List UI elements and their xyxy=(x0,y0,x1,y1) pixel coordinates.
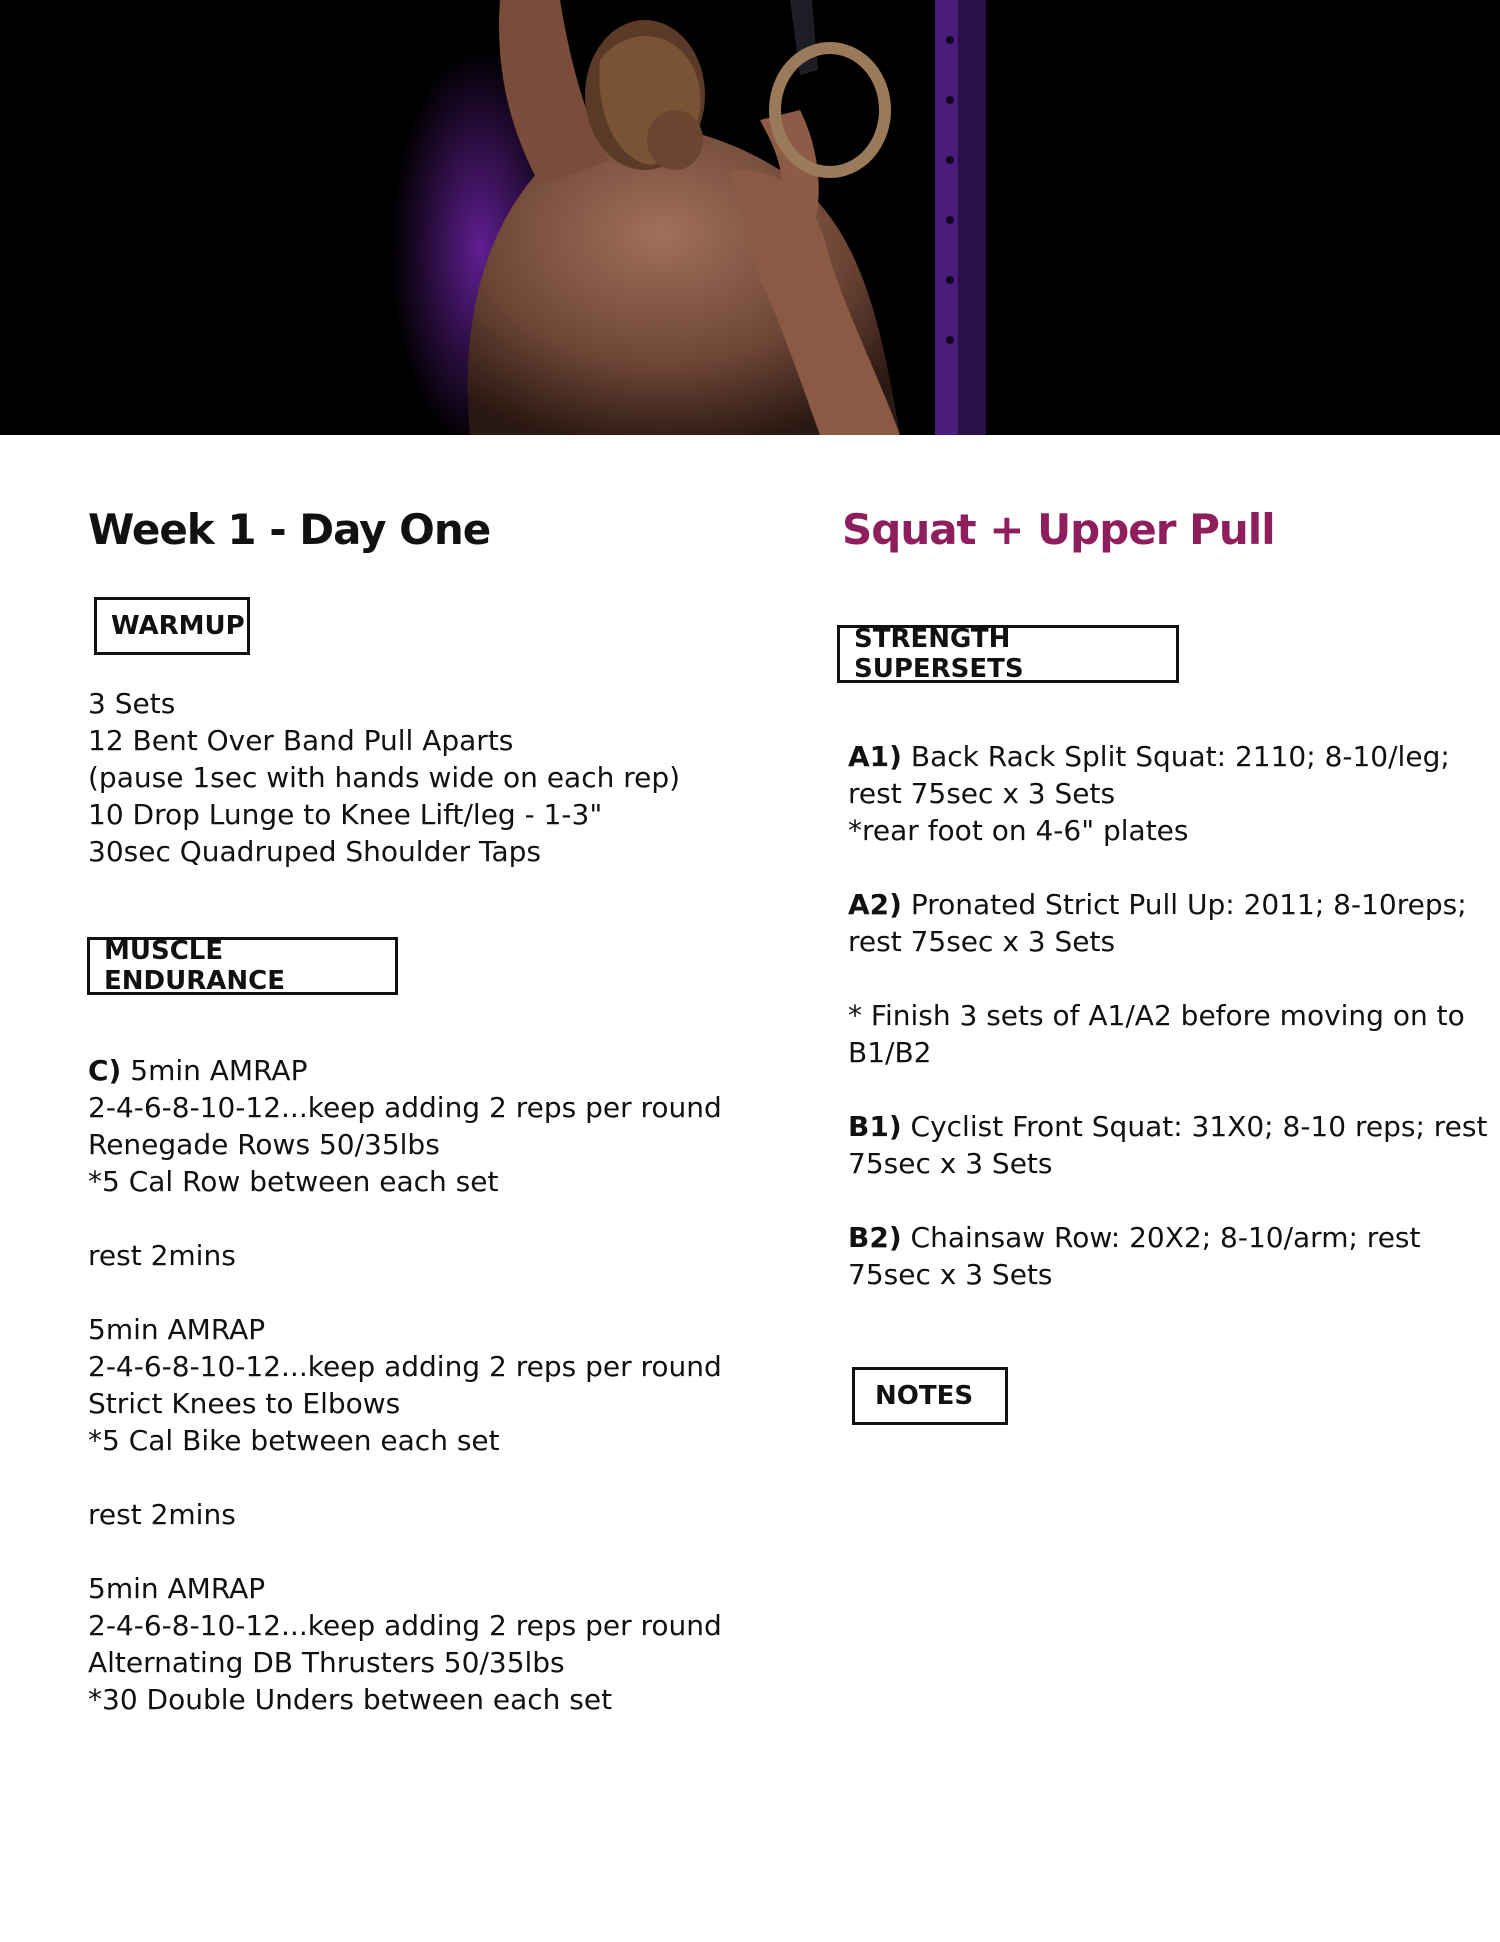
c-prefix: C) xyxy=(88,1054,122,1087)
warmup-line: 10 Drop Lunge to Knee Lift/leg - 1-3" xyxy=(88,798,603,831)
section-label-muscle-endurance xyxy=(87,937,398,995)
section-label-notes xyxy=(852,1367,1008,1425)
warmup-line: 12 Bent Over Band Pull Aparts xyxy=(88,724,514,757)
athlete-illustration xyxy=(0,0,1500,435)
endurance-line: *5 Cal Row between each set xyxy=(88,1165,499,1198)
b1-text: Cyclist Front Squat: 31X0; 8-10 reps; rest xyxy=(901,1110,1488,1143)
b1-line xyxy=(848,1108,1487,1145)
section-label-warmup xyxy=(94,597,250,655)
warmup-line: 3 Sets xyxy=(88,687,176,720)
endurance-line: Renegade Rows 50/35lbs xyxy=(88,1128,440,1161)
b1-prefix: B1) xyxy=(848,1110,902,1143)
strength-supersets-label: STRENGTH SUPERSETS xyxy=(854,624,1024,684)
a2-line xyxy=(848,886,1487,923)
b2-line xyxy=(848,1219,1487,1256)
endurance-line: Strict Knees to Elbows xyxy=(88,1387,401,1420)
endurance-line: 5min AMRAP xyxy=(88,1572,266,1605)
a1-line xyxy=(848,738,1487,775)
a2-text: Pronated Strict Pull Up: 2011; 8-10reps; xyxy=(901,888,1467,921)
hero-photo xyxy=(0,0,1500,435)
b2-text: Chainsaw Row: 20X2; 8-10/arm; rest xyxy=(901,1221,1421,1254)
rest-line: rest 2mins xyxy=(88,1498,236,1531)
muscle-endurance-label: MUSCLE ENDURANCE xyxy=(104,936,285,996)
b2-prefix: B2) xyxy=(848,1221,902,1254)
a1-text: Back Rack Split Squat: 2110; 8-10/leg; xyxy=(901,740,1450,773)
page-title-week: Week 1 - Day One xyxy=(88,505,491,554)
endurance-line: 5min AMRAP xyxy=(88,1313,266,1346)
c-text: 5min AMRAP xyxy=(121,1054,308,1087)
section-label-strength-supersets xyxy=(837,625,1179,683)
a1-prefix: A1) xyxy=(848,740,902,773)
b1-line: 75sec x 3 Sets xyxy=(848,1147,1053,1180)
finish-note: * Finish 3 sets of A1/A2 before moving on to xyxy=(848,999,1465,1032)
page-title-focus: Squat + Upper Pull xyxy=(842,505,1275,554)
warmup-line: 30sec Quadruped Shoulder Taps xyxy=(88,835,541,868)
endurance-body xyxy=(88,1052,722,1718)
a2-prefix: A2) xyxy=(848,888,902,921)
rest-line: rest 2mins xyxy=(88,1239,236,1272)
strength-body xyxy=(848,738,1487,1293)
endurance-line: Alternating DB Thrusters 50/35lbs xyxy=(88,1646,565,1679)
endurance-c-line xyxy=(88,1052,722,1089)
endurance-line: 2-4-6-8-10-12...keep adding 2 reps per round xyxy=(88,1091,722,1124)
a1-line: rest 75sec x 3 Sets xyxy=(848,777,1116,810)
warmup-line: (pause 1sec with hands wide on each rep) xyxy=(88,761,681,794)
endurance-line: *5 Cal Bike between each set xyxy=(88,1424,500,1457)
endurance-line: *30 Double Unders between each set xyxy=(88,1683,613,1716)
notes-label: NOTES xyxy=(875,1381,974,1411)
a1-note: *rear foot on 4-6" plates xyxy=(848,814,1189,847)
endurance-line: 2-4-6-8-10-12...keep adding 2 reps per round xyxy=(88,1609,722,1642)
a2-line: rest 75sec x 3 Sets xyxy=(848,925,1116,958)
b2-line: 75sec x 3 Sets xyxy=(848,1258,1053,1291)
warmup-body xyxy=(88,685,680,870)
endurance-line: 2-4-6-8-10-12...keep adding 2 reps per round xyxy=(88,1350,722,1383)
warmup-label: WARMUP xyxy=(111,611,245,641)
finish-note: B1/B2 xyxy=(848,1036,932,1069)
